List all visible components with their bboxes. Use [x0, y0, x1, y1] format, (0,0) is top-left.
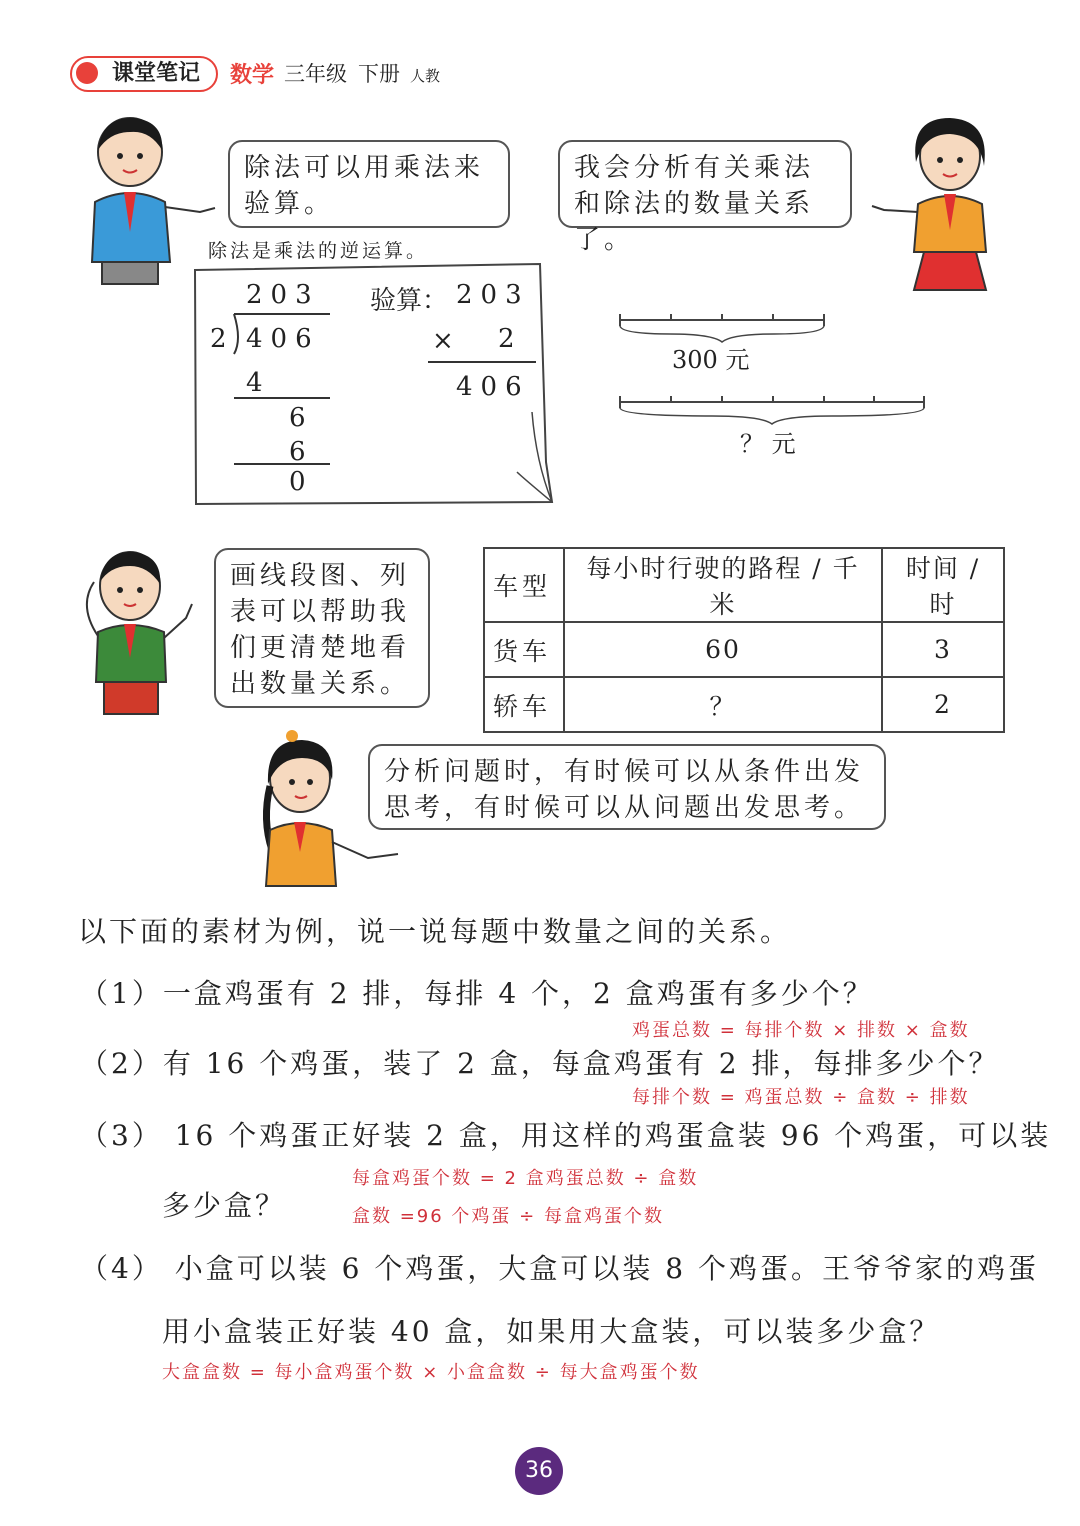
step-2: 6	[289, 403, 306, 433]
bubble-text: 除法可以用乘法来验算。	[244, 153, 485, 219]
table-cell: 货车	[484, 622, 564, 677]
speech-bubble-boy2	[214, 548, 430, 708]
table-header-cell: 时间 / 时	[882, 548, 1004, 622]
table-cell: ？	[564, 677, 882, 732]
vehicle-table	[483, 547, 1005, 733]
question-4-line-1: （4） 小盒可以装 6 个鸡蛋，大盒可以装 8 个鸡蛋。王爷爷家的鸡蛋	[80, 1252, 1039, 1285]
bubble-text: 画线段图、列表可以帮助我们更清楚地看出数量关系。	[230, 561, 411, 699]
table-row	[484, 622, 1004, 677]
question-3-line-2: 多少盒？	[162, 1189, 287, 1222]
instruction: 以下面的素材为例，说一说每题中数量之间的关系。	[78, 915, 792, 948]
answer-note-2: 每排个数 = 鸡蛋总数 ÷ 盒数 ÷ 排数	[632, 1087, 970, 1108]
speech-bubble-girl2	[368, 744, 886, 830]
question-3-line-1: （3） 16 个鸡蛋正好装 2 盒，用这样的鸡蛋盒装 96 个鸡蛋，可以装	[80, 1119, 1052, 1152]
answer-note-4: 大盒盒数 = 每小盒鸡蛋个数 × 小盒盒数 ÷ 每大盒鸡蛋个数	[162, 1362, 700, 1383]
bubble-text: 分析问题时，有时候可以从条件出发思考，有时候可以从问题出发思考。	[384, 757, 865, 823]
header-publisher: 人教	[410, 67, 441, 85]
divisor: 2	[210, 324, 227, 354]
table-cell: 3	[882, 622, 1004, 677]
check-label: 验算：	[370, 286, 449, 316]
table-cell: 60	[564, 622, 882, 677]
table-header-cell: 车型	[484, 548, 564, 622]
table-header-row	[484, 548, 1004, 622]
question-1: （1）一盒鸡蛋有 2 排，每排 4 个，2 盒鸡蛋有多少个？	[80, 977, 874, 1010]
table-cell: 轿车	[484, 677, 564, 732]
quotient: 203	[246, 280, 320, 310]
header-subject: 数学	[230, 63, 275, 88]
page-number: 36	[515, 1447, 563, 1495]
step-3: 6	[289, 437, 306, 467]
table-header-cell: 每小时行驶的路程 / 千米	[564, 548, 882, 622]
header-term: 下册	[358, 62, 400, 86]
speech-bubble-boy1	[228, 140, 510, 228]
dividend: 406	[246, 324, 320, 354]
smile-icon	[76, 62, 98, 84]
segment-label-bottom: ？ 元	[740, 430, 796, 458]
girl-illustration	[870, 112, 1000, 294]
header-badge: 课堂笔记	[70, 56, 218, 92]
segment-label-top: 300 元	[672, 346, 750, 374]
answer-note-1: 鸡蛋总数 = 每排个数 × 排数 × 盒数	[632, 1020, 970, 1041]
speech-bubble-girl1	[558, 140, 852, 255]
handwritten-note: 除法是乘法的逆运算。	[208, 240, 429, 262]
remainder: 0	[289, 467, 306, 497]
check-multiplier: 2	[498, 324, 515, 354]
question-4-line-2: 用小盒装正好装 40 盒，如果用大盒装，可以装多少盒？	[162, 1315, 941, 1348]
table-cell: 2	[882, 677, 1004, 732]
answer-note-3a: 每盒鸡蛋个数 = 2 盒鸡蛋总数 ÷ 盒数	[352, 1168, 699, 1189]
table-row	[484, 677, 1004, 732]
step-1: 4	[246, 368, 263, 398]
boy-vest-illustration	[74, 546, 210, 718]
answer-note-3b: 盒数 =96 个鸡蛋 ÷ 每盒鸡蛋个数	[352, 1206, 664, 1227]
check-top: 203	[456, 280, 530, 310]
check-operator: ×	[432, 326, 454, 356]
header-grade: 三年级	[284, 62, 347, 86]
check-result: 406	[456, 372, 530, 402]
question-2: （2）有 16 个鸡蛋，装了 2 盒，每盒鸡蛋有 2 排，每排多少个？	[80, 1047, 1000, 1080]
segment-diagram	[612, 310, 932, 430]
bubble-text: 我会分析有关乘法和除法的数量关系了。	[574, 153, 815, 255]
